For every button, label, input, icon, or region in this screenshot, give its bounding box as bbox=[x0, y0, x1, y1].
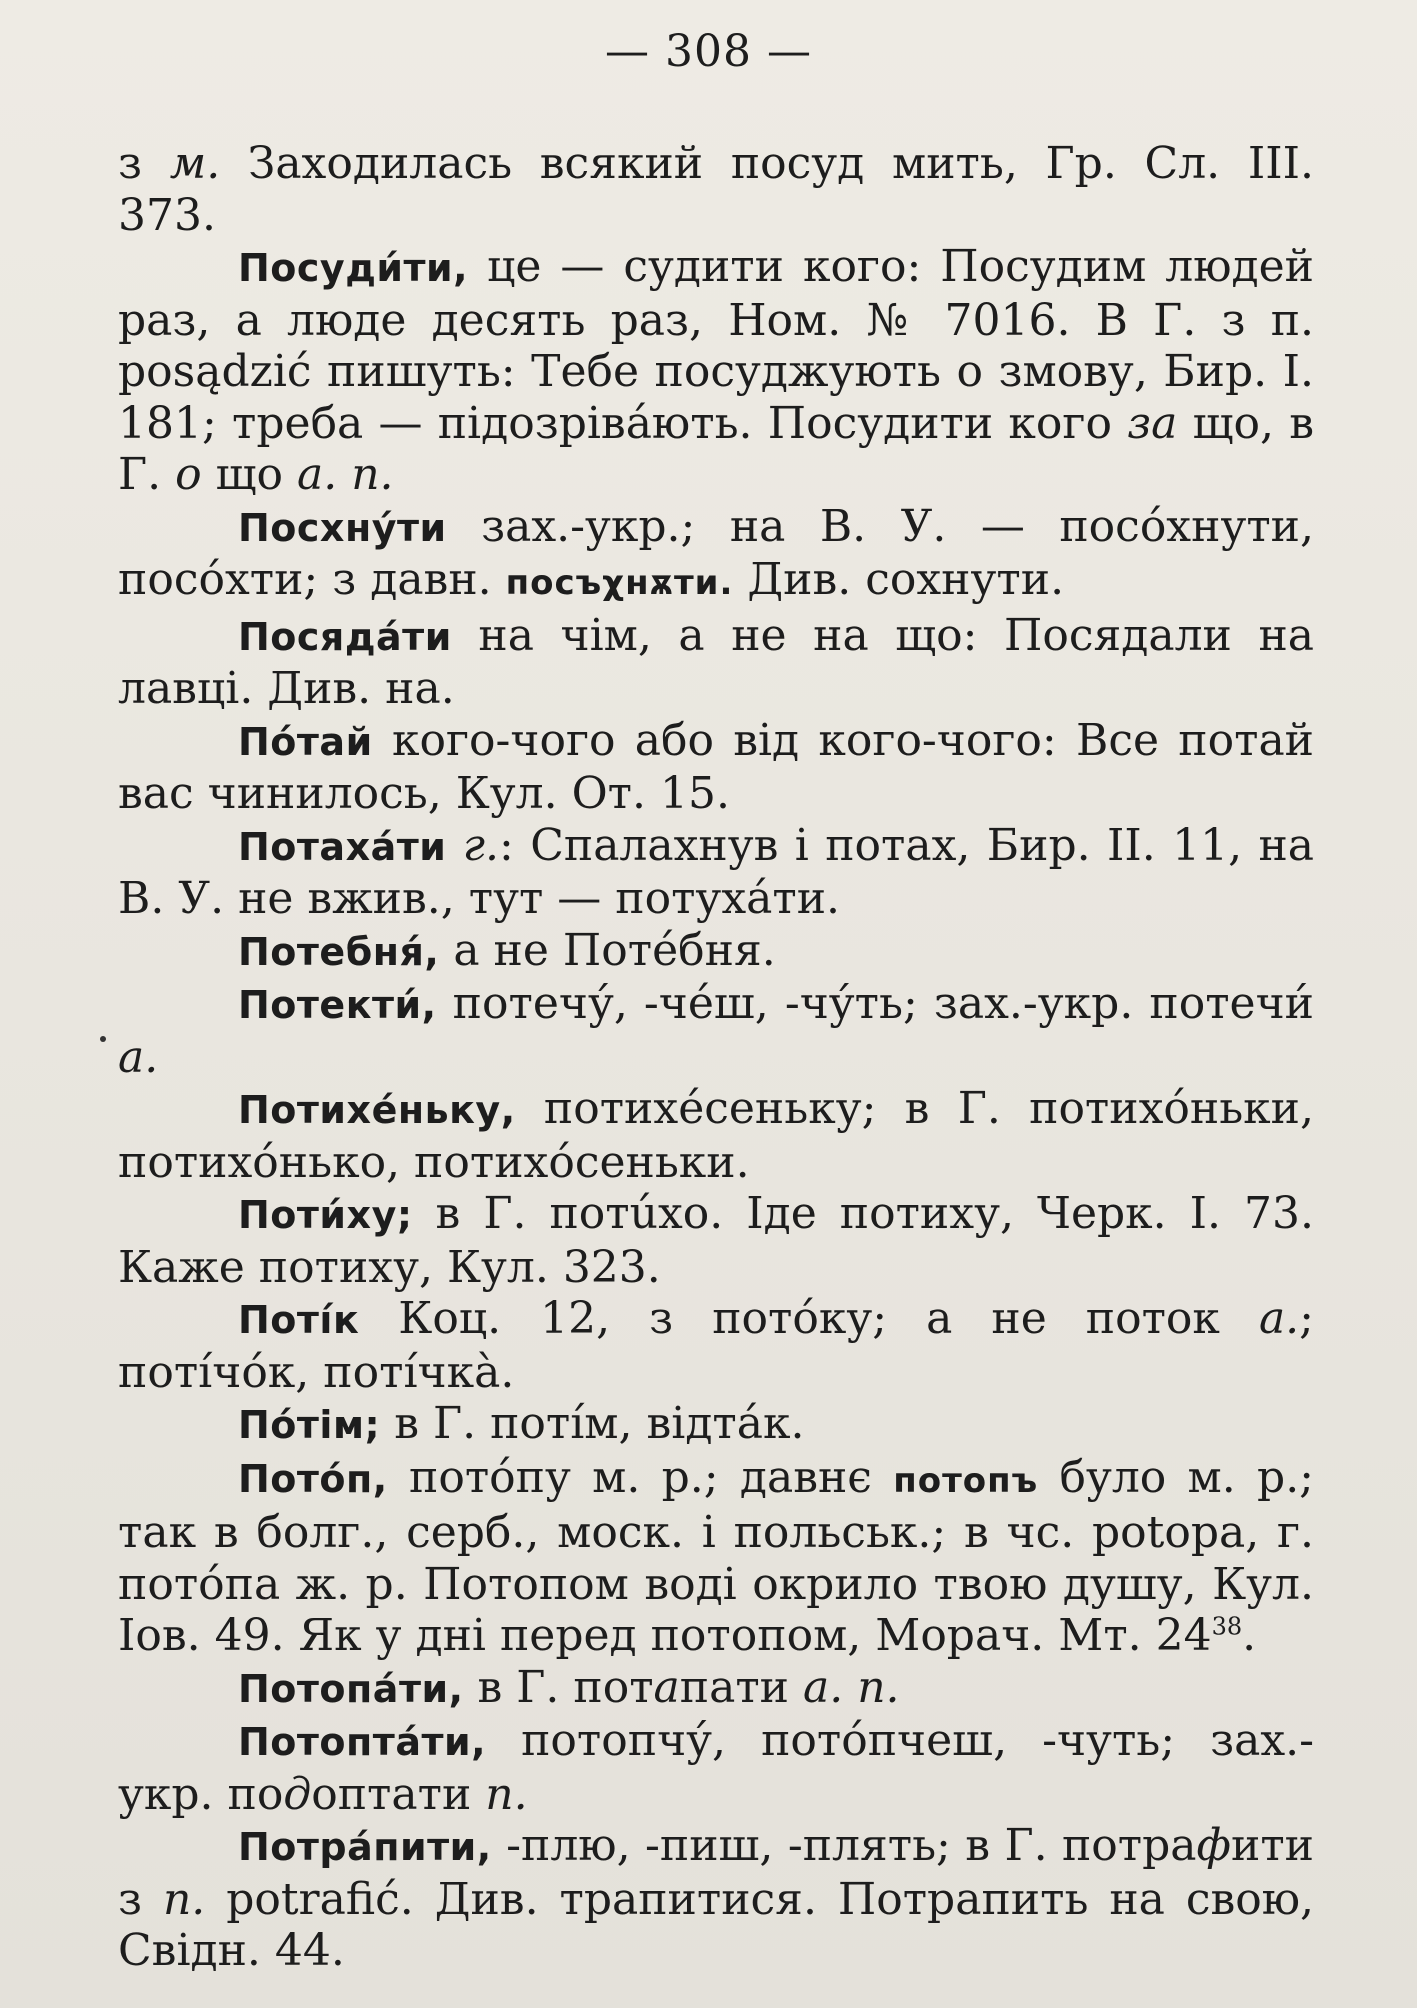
dictionary-entry bbox=[118, 501, 1314, 610]
continuation-text: з bbox=[118, 138, 170, 189]
entry-text: було м. р.; так в болг., серб., моск. і польськ.; в чс. potopa, г. потóпа ж. р. Потопом воді окрило твою душу, Кул. Іов. 49. Як у дні перед потопом, Морач. Мт. 24 bbox=[118, 1451, 1315, 1661]
entry-headword: Потекти́, bbox=[238, 983, 437, 1027]
entry-headword: Потебня́, bbox=[238, 929, 440, 974]
entry-old-form: посъχнѫти. bbox=[505, 563, 734, 603]
entry-text: ити з bbox=[118, 1820, 1314, 1925]
entry-italic: ф bbox=[1196, 1820, 1231, 1871]
dictionary-entry bbox=[118, 1820, 1314, 1977]
entry-text: потóпу м. р.; давнє bbox=[387, 1451, 894, 1503]
dictionary-entry bbox=[118, 1398, 1314, 1452]
entry-italic: а. п. bbox=[296, 449, 394, 500]
dictionary-entry bbox=[118, 715, 1314, 820]
entry-text: потопчу́, потóпчеш, -чуть; зах.-укр. по bbox=[118, 1715, 1314, 1820]
entry-text: що bbox=[201, 449, 297, 500]
page-number: — 308 — bbox=[605, 26, 812, 77]
continuation-italic: м. bbox=[169, 138, 221, 189]
entry-text: в Г. потúхо. Іде потиху, Черк. I. 73. Каже потиху, Кул. 323. bbox=[118, 1188, 1314, 1293]
entry-text: в Г. пот bbox=[463, 1661, 654, 1713]
entry-italic: п. bbox=[485, 1768, 528, 1820]
entry-superscript: 38 bbox=[1211, 1612, 1243, 1641]
entry-italic: а. bbox=[1258, 1293, 1300, 1344]
entry-headword: Потихе́ньку, bbox=[238, 1088, 516, 1132]
entry-text: в Г. потíм, відтáк. bbox=[380, 1398, 805, 1449]
dictionary-entry bbox=[118, 1452, 1314, 1662]
entry-text: зах.-укр.; на В. У. — посóхнути, посóхти; з давн. bbox=[118, 500, 1314, 605]
entry-headword: Посяда́ти bbox=[238, 614, 452, 659]
entry-text: -плю, -пиш, -плять; в Г. потра bbox=[491, 1820, 1197, 1871]
entry-italic: г. bbox=[446, 819, 499, 871]
entry-headword: Пото́п, bbox=[238, 1456, 388, 1501]
entry-italic: п. bbox=[162, 1873, 206, 1925]
entry-text: потечу́, -чéш, -чу́ть; зах.-укр. потечи́ bbox=[436, 978, 1314, 1029]
entry-old-form: потопъ bbox=[893, 1460, 1039, 1501]
entry-headword: Поти́ху; bbox=[238, 1193, 413, 1237]
entry-text: Див. сохнути. bbox=[733, 554, 1065, 605]
entry-text: кого-чого або від кого-чого: Все потай вас чинилось, Кул. От. 15. bbox=[118, 714, 1314, 819]
dictionary-entry bbox=[118, 978, 1314, 1083]
entry-headword: Потопа́ти, bbox=[238, 1666, 464, 1711]
entry-text: : Спалахнув і потах, Бир. II. 11, на В. У. не вжив., тут — потухáти. bbox=[118, 819, 1315, 924]
dictionary-entry bbox=[118, 1083, 1314, 1188]
entry-italic: а. bbox=[118, 1031, 159, 1083]
continuation-text: Заходилась всякий посуд мить, Гр. Сл. III. 373. bbox=[118, 138, 1314, 241]
entry-italic: о bbox=[175, 449, 202, 500]
entry-text: potrafić. Див. трапитися. Потрапить на свою, Свідн. 44. bbox=[118, 1873, 1315, 1976]
entry-italic: за bbox=[1127, 397, 1178, 449]
entry-headword: Потаха́ти bbox=[238, 824, 447, 869]
entry-headword: Поті́к bbox=[238, 1298, 360, 1342]
dictionary-entry bbox=[118, 241, 1314, 501]
entry-text: Коц. 12, з потóку; а не поток bbox=[359, 1293, 1259, 1344]
entry-text: потихéсеньку; в Г. потихóньки, потихóнько, потихóсеньки. bbox=[118, 1083, 1314, 1188]
entry-text: це — судити кого: Посудим людей раз, а люде десять раз, Ном. № 7016. В Г. з п. posądzić пишуть: Тебе посуджують о змову, Бир. I. 181; треба — підозрівáють. Посудити кого bbox=[118, 241, 1314, 449]
entry-headword: По́тай bbox=[238, 719, 373, 764]
dictionary-entry bbox=[118, 1662, 1314, 1716]
entry-text: оптати bbox=[311, 1768, 486, 1820]
dictionary-text bbox=[118, 138, 1314, 1977]
entry-italic: а bbox=[653, 1661, 680, 1713]
dictionary-entry bbox=[118, 925, 1314, 979]
entry-headword: Посуди́ти, bbox=[238, 246, 469, 290]
ink-spot bbox=[100, 1036, 106, 1042]
entry-text: а не Потéбня. bbox=[439, 924, 776, 976]
entry-italic: а. п. bbox=[803, 1661, 900, 1713]
dictionary-entry bbox=[118, 1715, 1314, 1820]
continuation-paragraph bbox=[118, 138, 1314, 241]
entry-headword: По́тім; bbox=[238, 1403, 381, 1447]
entry-headword: Посхну́ти bbox=[238, 505, 447, 550]
entry-text: на чім, а не на що: Посядали на лавці. Див. на. bbox=[118, 609, 1314, 714]
dictionary-entry bbox=[118, 1293, 1314, 1398]
entry-text: що, в Г. bbox=[118, 397, 1314, 500]
dictionary-entry bbox=[118, 610, 1314, 715]
entry-text: ; потíчóк, потíчкà. bbox=[118, 1293, 1314, 1398]
entry-text: пати bbox=[679, 1661, 803, 1713]
entry-headword: Потра́пити, bbox=[238, 1825, 492, 1869]
entry-headword: Потопта́ти, bbox=[238, 1720, 487, 1764]
dictionary-entry bbox=[118, 1188, 1314, 1293]
entry-text: . bbox=[1242, 1610, 1257, 1661]
entry-italic: д bbox=[283, 1768, 312, 1820]
dictionary-entry bbox=[118, 820, 1314, 925]
